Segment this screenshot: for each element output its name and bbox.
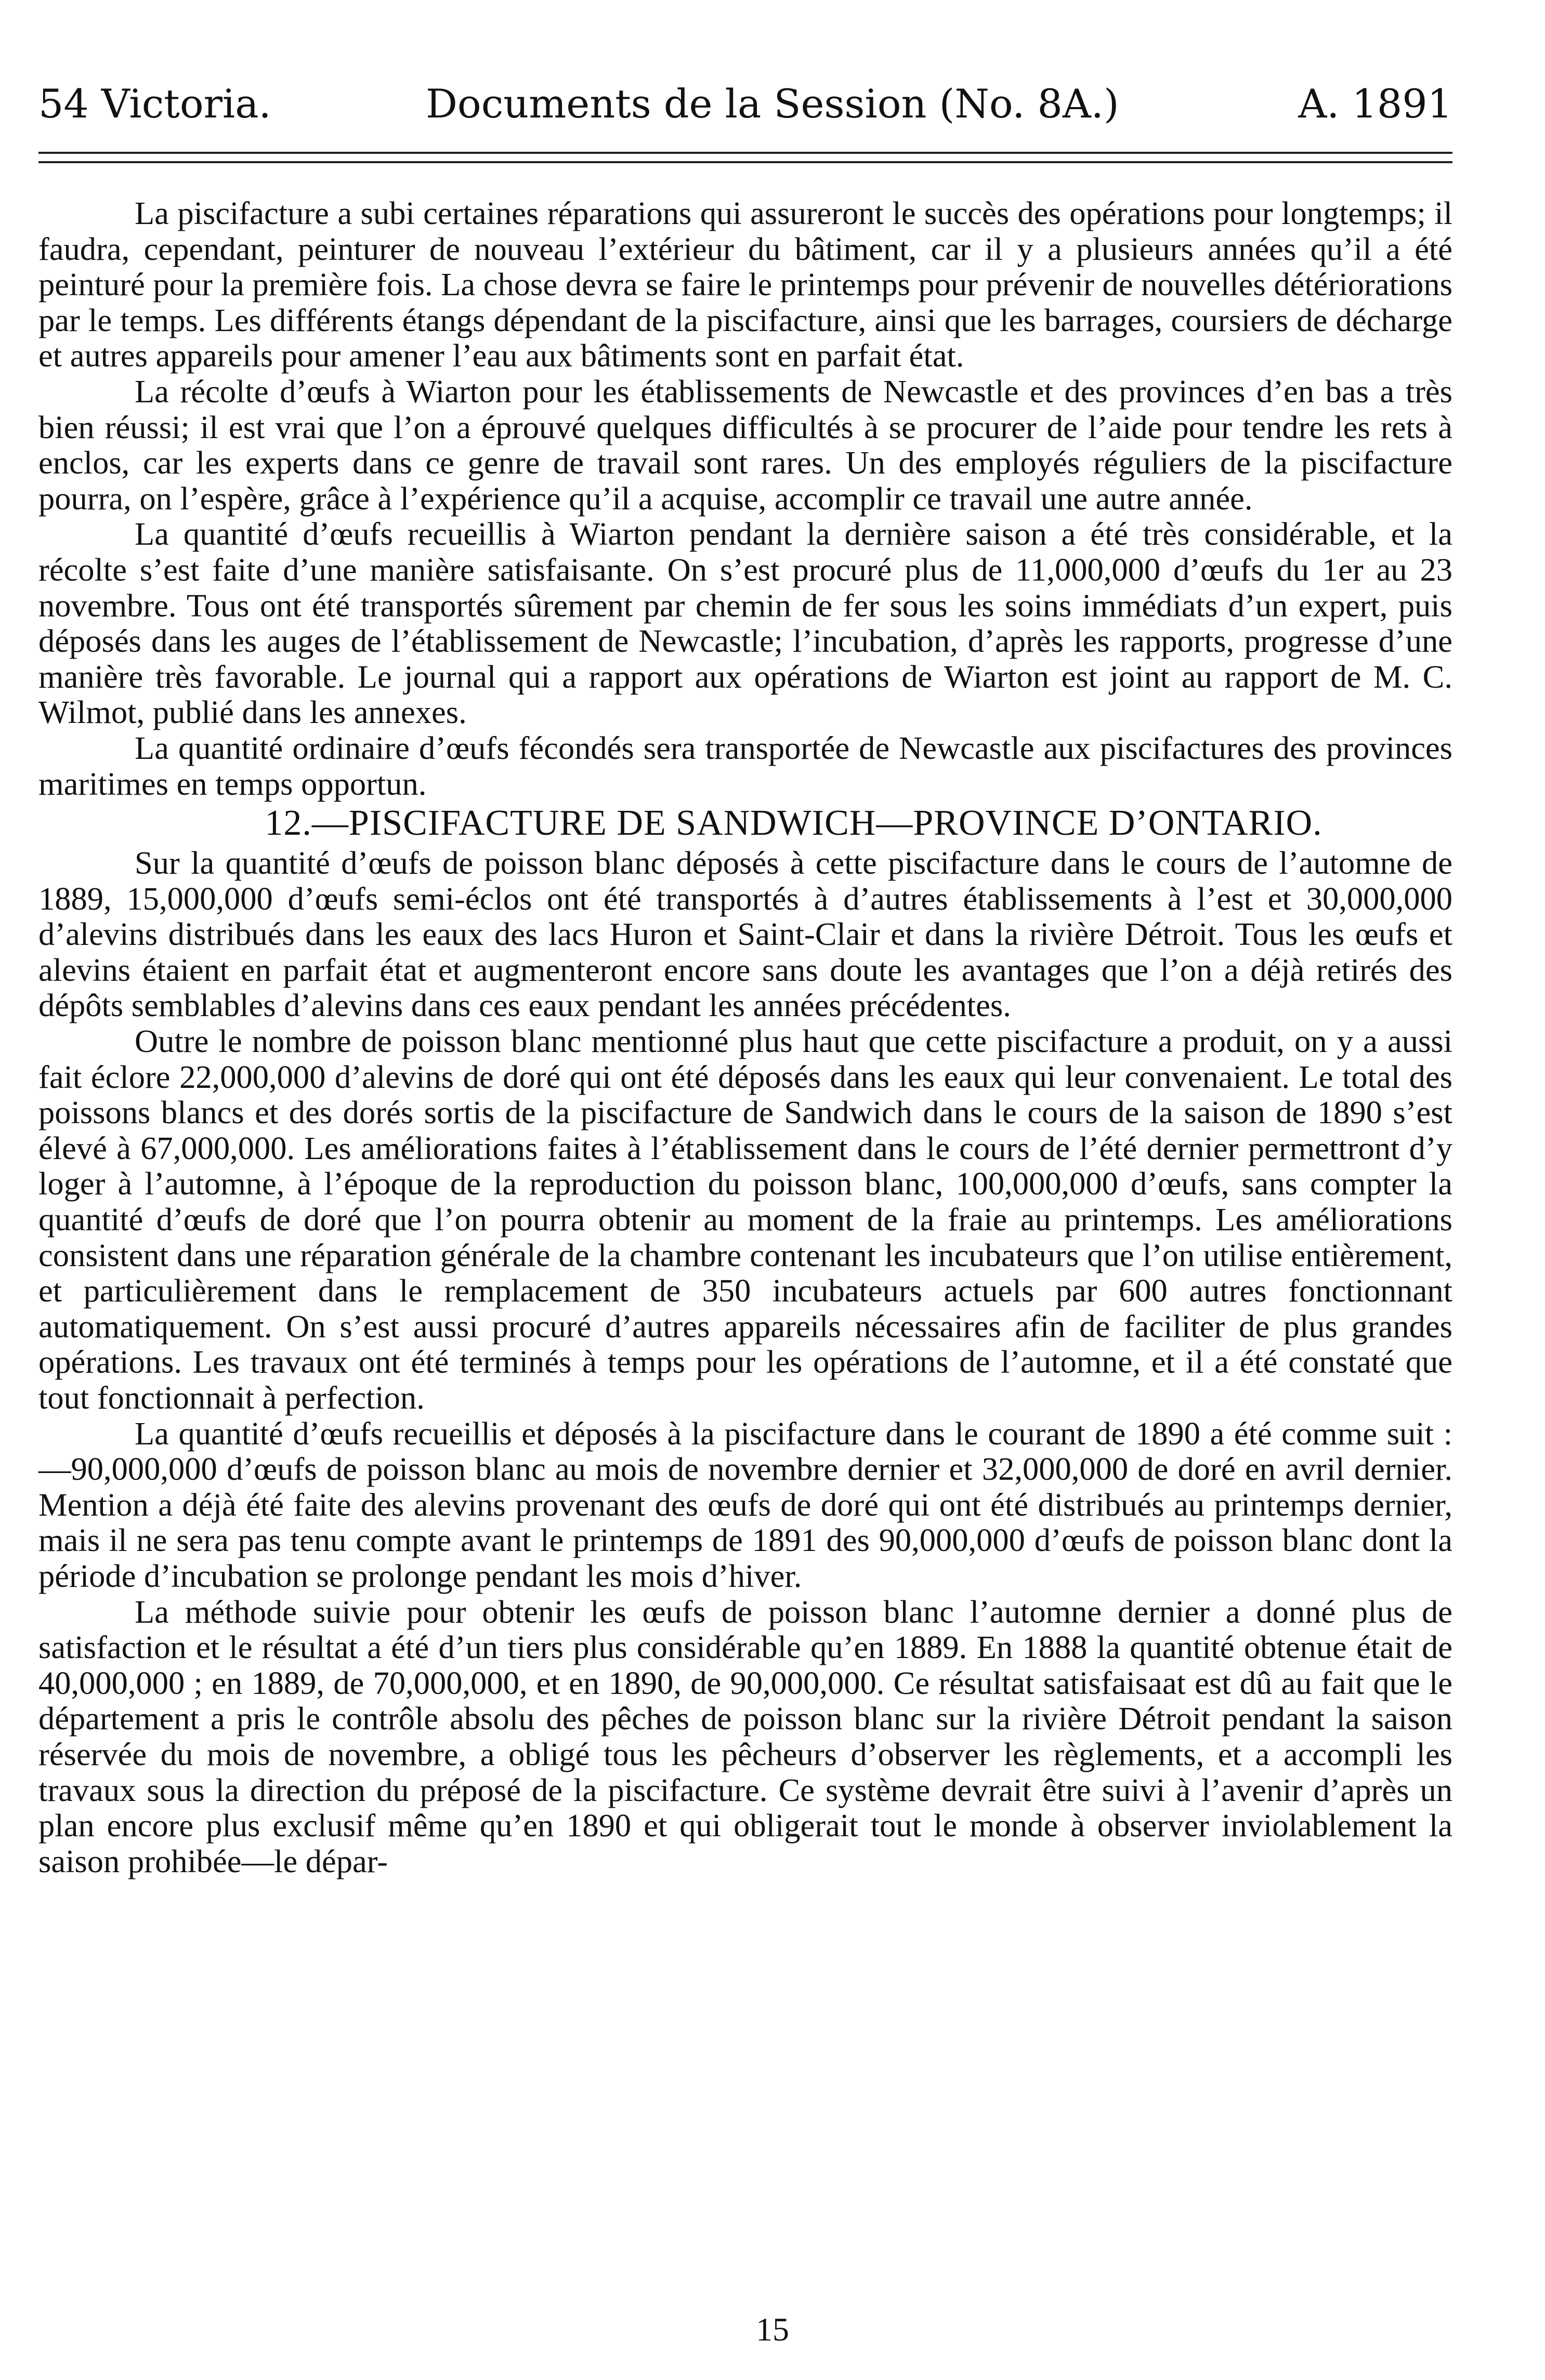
paragraph-sandwich-1890: La quantité d’œufs recueillis et déposés à la piscifacture dans le courant de 1890 a été comme suit :—90,000,000 d’œufs de poisson blanc au mois de novembre dernier et 32,000,000 de doré en avril dernier. Mention a déjà été faite des alevins provenant des œufs de doré qui ont été distribués au printemps dernier, mais il ne sera pas tenu compte avant le printemps de 1891 des 90,000,000 d’œufs de poisson blanc dont la période d’incubation se prolonge pendant les mois d’hiver. xyxy=(38,1415,1452,1594)
running-header xyxy=(38,73,1452,135)
body-text xyxy=(38,195,1452,1879)
paragraph-method: La méthode suivie pour obtenir les œufs de poisson blanc l’automne dernier a donné plus de satisfaction et le résultat a été d’un tiers plus considérable qu’en 1889. En 1888 la quantité obtenue était de 40,000,000 ; en 1889, de 70,000,000, et en 1890, de 90,000,000. Ce résultat satisfaisaat est dû au fait que le département a pris le contrôle absolu des pêches de poisson blanc sur la rivière Détroit pendant la saison réservée du mois de novembre, a obligé tous les pêcheurs d’observer les règlements, et a accompli les travaux sous la direction du préposé de la piscifacture. Ce système devrait être suivi à l’avenir d’après un plan encore plus exclusif même qu’en 1890 et qui obligerait tout le monde à observer inviolablement la saison prohibée—le dépar- xyxy=(38,1593,1452,1879)
paragraph-wiarton-quantity: La quantité d’œufs recueillis à Wiarton pendant la dernière saison a été très considérable, et la récolte s’est faite d’une manière satisfaisante. On s’est procuré plus de 11,000,000 d’œufs du 1er au 23 novembre. Tous ont été transportés sûrement par chemin de fer sous les soins immédiats d’un expert, puis déposés dans les auges de l’établissement de Newcastle; l’incubation, d’après les rapports, progresse d’une manière très favorable. Le journal qui a rapport aux opérations de Wiarton est joint au rapport de M. C. Wilmot, publié dans les annexes. xyxy=(38,516,1452,731)
paragraph-repairs: La piscifacture a subi certaines réparations qui assureront le succès des opérations pour longtemps; il faudra, cependant, peinturer de nouveau l’extérieur du bâtiment, car il y a plusieurs années qu’il a été peinturé pour la première fois. La chose devra se faire le printemps pour prévenir de nouvelles détériorations par le temps. Les différents étangs dépendant de la piscifacture, ainsi que les barrages, coursiers de décharge et autres appareils pour amener l’eau aux bâtiments sont en parfait état. xyxy=(38,195,1452,374)
header-title: Documents de la Session (No. 8A.) xyxy=(426,81,1119,127)
section-heading: 12.—PISCIFACTURE DE SANDWICH—PROVINCE D’ONTARIO. xyxy=(265,803,1323,844)
header-rule-bottom xyxy=(38,161,1452,163)
paragraph-sandwich-improvements: Outre le nombre de poisson blanc mentionné plus haut que cette piscifacture a produit, on y a aussi fait éclore 22,000,000 d’alevins de doré qui ont été déposés dans les eaux qui leur convenaient. Le total des poissons blancs et des dorés sortis de la piscifacture de Sandwich dans le cours de la saison de 1890 s’est élevé à 67,000,000. Les améliorations faites à l’établissement dans le cours de l’été dernier permettront d’y loger à l’automne, à l’époque de la reproduction du poisson blanc, 100,000,000 d’œufs, sans compter la quantité d’œufs de doré que l’on pourra obtenir au moment de la fraie au printemps. Les améliorations consistent dans une réparation générale de la chambre contenant les incubateurs que l’on utilise entièrement, et particulièrement dans le remplacement de 350 incubateurs actuels par 600 autres fonctionnant automatiquement. On s’est aussi procuré d’autres appareils nécessaires afin de faciliter de plus grandes opérations. Les travaux ont été terminés à temps pour les opérations de l’automne, et il a été constaté que tout fonctionnait à perfection. xyxy=(38,1023,1452,1416)
paragraph-fertilized-eggs: La quantité ordinaire d’œufs fécondés sera transportée de Newcastle aux piscifactures des provinces maritimes en temps opportun. xyxy=(38,729,1452,802)
header-year: A. 1891 xyxy=(1298,81,1452,127)
header-rule-top xyxy=(38,152,1452,154)
page-number: 15 xyxy=(756,2311,789,2348)
header-volume: 54 Victoria. xyxy=(38,81,271,127)
paragraph-sandwich-1889: Sur la quantité d’œufs de poisson blanc déposés à cette piscifacture dans le cours de l’automne de 1889, 15,000,000 d’œufs semi-éclos ont été transportés à d’autres établissements à l’est et 30,000,000 d’alevins distribués dans les eaux des lacs Huron et Saint-Clair et dans la rivière Détroit. Tous les œufs et alevins étaient en parfait état et augmenteront encore sans doute les avantages que l’on a déjà retirés des dépôts semblables d’alevins dans ces eaux pendant les années précédentes. xyxy=(38,845,1452,1024)
paragraph-wiarton-harvest: La récolte d’œufs à Wiarton pour les établissements de Newcastle et des provinces d’en bas a très bien réussi; il est vrai que l’on a éprouvé quelques difficultés à se procurer de l’aide pour tendre les rets à enclos, car les experts dans ce genre de travail sont rares. Un des employés réguliers de la piscifacture pourra, on l’espère, grâce à l’expérience qu’il a acquise, accomplir ce travail une autre année. xyxy=(38,373,1452,517)
